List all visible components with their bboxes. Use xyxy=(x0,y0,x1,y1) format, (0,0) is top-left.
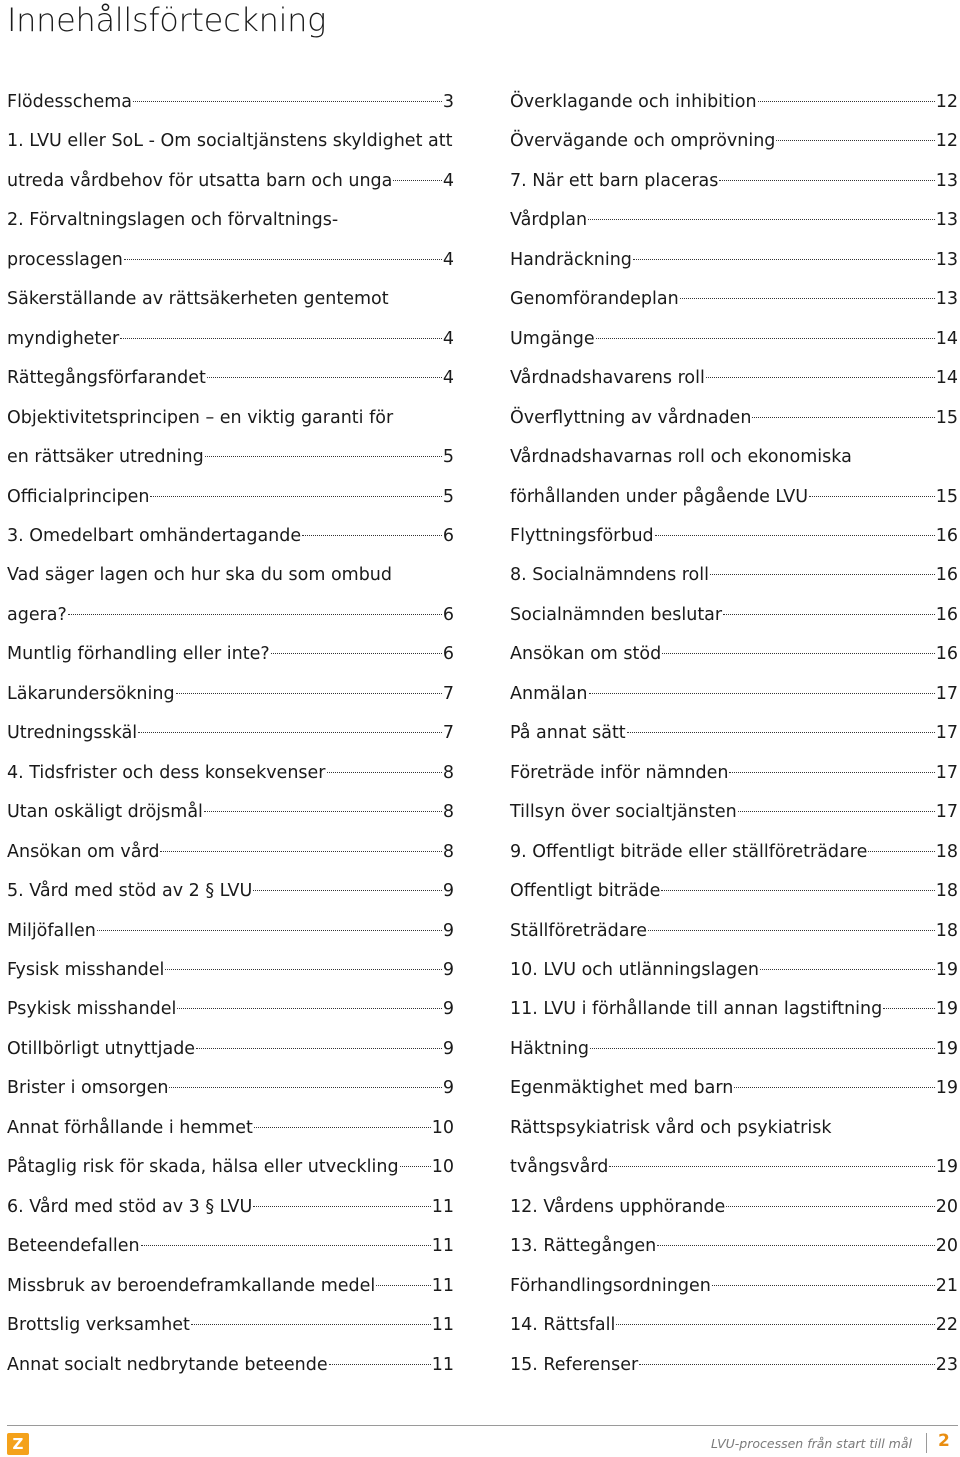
toc-entry xyxy=(7,359,454,398)
toc-entry-title: Officialprincipen xyxy=(7,486,150,507)
toc-entry xyxy=(510,1306,958,1345)
toc-entry-page: 13 xyxy=(935,170,958,191)
toc-entry-page: 16 xyxy=(935,644,958,665)
toc-entry-title: Umgänge xyxy=(510,328,595,349)
toc-entry-title: Brottslig verksamhet xyxy=(7,1315,190,1336)
toc-entry-page: 4 xyxy=(442,368,454,389)
toc-entry-title: Överklagande och inhibition xyxy=(510,92,757,112)
toc-entry xyxy=(7,912,454,951)
toc-entry-title: Ställföreträdare xyxy=(510,920,648,941)
toc-entry xyxy=(7,833,454,872)
toc-entry-page: 11 xyxy=(431,1236,454,1257)
toc-entry-page: 10 xyxy=(431,1157,454,1178)
toc-entry-title: Socialnämnden beslutar xyxy=(510,604,723,625)
toc-entry xyxy=(510,1069,958,1108)
toc-entry xyxy=(510,833,958,872)
toc-entry xyxy=(510,754,958,793)
toc-entry xyxy=(7,399,454,438)
toc-entry xyxy=(7,1267,454,1306)
toc-dot-leader xyxy=(253,1205,430,1207)
toc-entry xyxy=(510,1109,958,1148)
toc-dot-leader xyxy=(776,139,934,141)
toc-entry-title: Muntlig förhandling eller inte? xyxy=(7,644,270,665)
toc-dot-leader xyxy=(710,573,935,575)
toc-entry-title: utreda vårdbehov för utsatta barn och unga xyxy=(7,170,393,191)
toc-entry-page: 13 xyxy=(935,289,958,310)
toc-dot-leader xyxy=(133,100,442,102)
toc-entry-page: 12 xyxy=(935,92,958,112)
toc-entry-title: Rättspsykiatrisk vård och psykiatrisk xyxy=(510,1117,832,1138)
toc-entry-title: Annat förhållande i hemmet xyxy=(7,1117,253,1138)
toc-entry-page: 22 xyxy=(935,1315,958,1336)
toc-entry xyxy=(510,793,958,832)
toc-entry-title: 10. LVU och utlänningslagen xyxy=(510,959,759,980)
toc-entry-title: 5. Vård med stöd av 2 § LVU xyxy=(7,881,253,902)
toc-entry xyxy=(7,596,454,635)
toc-entry xyxy=(510,280,958,319)
toc-entry-title: 1. LVU eller SoL - Om socialtjänstens skyldighet att xyxy=(7,131,453,152)
toc-entry-page: 9 xyxy=(442,1078,454,1099)
toc-entry xyxy=(7,241,454,280)
toc-entry-page: 19 xyxy=(935,1078,958,1099)
toc-entry xyxy=(510,556,958,595)
toc-entry-page: 14 xyxy=(935,368,958,389)
toc-entry-page: 13 xyxy=(935,210,958,231)
toc-entry-page: 9 xyxy=(442,1038,454,1059)
toc-entry-title: tvångsvård xyxy=(510,1157,609,1178)
toc-entry-page: 21 xyxy=(935,1275,958,1296)
toc-dot-leader xyxy=(633,258,935,260)
toc-entry xyxy=(510,1030,958,1069)
toc-dot-leader xyxy=(609,1165,934,1167)
toc-dot-leader xyxy=(124,258,442,260)
toc-entry xyxy=(7,122,454,161)
toc-entry xyxy=(7,1030,454,1069)
toc-dot-leader xyxy=(726,1205,934,1207)
toc-entry-page: 19 xyxy=(935,1038,958,1059)
toc-entry xyxy=(7,990,454,1029)
toc-entry-title: Utan oskäligt dröjsmål xyxy=(7,802,203,823)
toc-entry-page: 9 xyxy=(442,920,454,941)
toc-dot-leader xyxy=(376,1284,430,1286)
toc-entry-page: 16 xyxy=(935,604,958,625)
toc-dot-leader xyxy=(662,652,935,654)
toc-entry-page: 11 xyxy=(431,1315,454,1336)
toc-entry xyxy=(510,596,958,635)
toc-entry-title: Vårdplan xyxy=(510,210,588,231)
toc-entry-page: 5 xyxy=(442,486,454,507)
toc-entry-page: 5 xyxy=(442,447,454,468)
toc-entry-page: 17 xyxy=(935,683,958,704)
footer-divider xyxy=(7,1425,958,1426)
toc-entry xyxy=(510,872,958,911)
toc-entry-page: 9 xyxy=(442,999,454,1020)
toc-entry-title: Rättegångsförfarandet xyxy=(7,368,206,389)
toc-dot-leader xyxy=(393,179,441,181)
toc-dot-leader xyxy=(760,968,935,970)
toc-dot-leader xyxy=(657,1244,934,1246)
footer-page-number: 2 xyxy=(938,1431,950,1451)
toc-entry xyxy=(510,517,958,556)
toc-entry-page: 11 xyxy=(431,1275,454,1296)
toc-entry-title: Genomförandeplan xyxy=(510,289,679,310)
toc-dot-leader xyxy=(329,1363,431,1365)
toc-dot-leader xyxy=(327,771,442,773)
toc-entry xyxy=(510,438,958,477)
toc-entry-page: 7 xyxy=(442,683,454,704)
toc-dot-leader xyxy=(302,534,442,536)
toc-entry xyxy=(7,83,454,122)
toc-dot-leader xyxy=(706,376,935,378)
toc-entry-title: Vårdnadshavarens roll xyxy=(510,368,705,389)
toc-entry-title: Annat socialt nedbrytande beteende xyxy=(7,1354,328,1375)
toc-entry-title: Miljöfallen xyxy=(7,920,96,941)
toc-dot-leader xyxy=(191,1323,431,1325)
toc-entry-title: Förhandlingsordningen xyxy=(510,1275,711,1296)
toc-entry xyxy=(7,438,454,477)
toc-entry xyxy=(510,1148,958,1187)
toc-dot-leader xyxy=(616,1323,934,1325)
toc-dot-leader xyxy=(655,534,935,536)
toc-dot-leader xyxy=(719,179,934,181)
toc-dot-leader xyxy=(204,810,442,812)
toc-entry-title: 15. Referenser xyxy=(510,1354,639,1375)
toc-dot-leader xyxy=(589,692,935,694)
toc-entry-title: Otillbörligt utnyttjade xyxy=(7,1038,196,1059)
toc-left-column xyxy=(7,83,454,1385)
toc-entry xyxy=(7,1069,454,1108)
toc-entry-page: 8 xyxy=(442,762,454,783)
toc-entry xyxy=(7,714,454,753)
toc-dot-leader xyxy=(627,731,935,733)
toc-entry-title: Utredningsskäl xyxy=(7,723,138,744)
toc-entry xyxy=(510,990,958,1029)
toc-right-column xyxy=(510,83,958,1385)
toc-entry xyxy=(7,754,454,793)
toc-entry-title: Ansökan om stöd xyxy=(510,644,662,665)
toc-entry-page: 19 xyxy=(935,959,958,980)
toc-dot-leader xyxy=(734,1086,934,1088)
toc-entry xyxy=(510,1346,958,1385)
toc-entry-title: Psykisk misshandel xyxy=(7,999,177,1020)
toc-entry-title: 9. Offentligt biträde eller ställföreträdare xyxy=(510,841,868,862)
toc-entry-page: 23 xyxy=(935,1354,958,1375)
toc-entry-title: 13. Rättegången xyxy=(510,1236,657,1257)
toc-entry-title: På annat sätt xyxy=(510,723,626,744)
toc-dot-leader xyxy=(729,771,934,773)
toc-entry xyxy=(7,675,454,714)
toc-entry-page: 12 xyxy=(935,131,958,152)
footer-document-title: LVU-processen från start till mål xyxy=(711,1436,912,1451)
toc-entry-page: 17 xyxy=(935,802,958,823)
toc-entry xyxy=(7,556,454,595)
toc-entry xyxy=(510,635,958,674)
toc-entry-title: 6. Vård med stöd av 3 § LVU xyxy=(7,1196,253,1217)
toc-entry xyxy=(7,201,454,240)
toc-entry-title: myndigheter xyxy=(7,328,120,349)
toc-entry xyxy=(510,951,958,990)
toc-entry-page: 10 xyxy=(431,1117,454,1138)
toc-entry xyxy=(510,122,958,161)
toc-dot-leader xyxy=(120,337,442,339)
toc-entry-page: 4 xyxy=(442,170,454,191)
toc-entry-page: 6 xyxy=(442,525,454,546)
toc-entry xyxy=(510,399,958,438)
toc-entry-page: 18 xyxy=(935,920,958,941)
toc-dot-leader xyxy=(596,337,935,339)
toc-entry xyxy=(510,359,958,398)
toc-entry xyxy=(510,201,958,240)
toc-entry xyxy=(510,675,958,714)
toc-dot-leader xyxy=(165,968,441,970)
toc-entry-title: Ansökan om vård xyxy=(7,841,160,862)
toc-entry-title: Företräde inför nämnden xyxy=(510,762,729,783)
toc-entry-title: agera? xyxy=(7,604,67,625)
toc-dot-leader xyxy=(723,613,935,615)
toc-entry-page: 6 xyxy=(442,644,454,665)
toc-entry-title: 12. Vårdens upphörande xyxy=(510,1196,726,1217)
toc-dot-leader xyxy=(253,889,442,891)
toc-entry xyxy=(7,1227,454,1266)
toc-entry-title: Egenmäktighet med barn xyxy=(510,1078,734,1099)
toc-entry-title: Missbruk av beroendeframkallande medel xyxy=(7,1275,376,1296)
toc-dot-leader xyxy=(138,731,442,733)
toc-dot-leader xyxy=(809,495,935,497)
toc-entry-page: 4 xyxy=(442,328,454,349)
toc-entry-page: 9 xyxy=(442,959,454,980)
toc-entry-title: Beteendefallen xyxy=(7,1236,140,1257)
toc-entry-title: Säkerställande av rättsäkerheten gentemot xyxy=(7,289,389,310)
toc-entry-title: Övervägande och omprövning xyxy=(510,131,776,152)
toc-entry xyxy=(7,517,454,556)
toc-entry-title: Läkarundersökning xyxy=(7,683,175,704)
toc-dot-leader xyxy=(400,1165,431,1167)
toc-entry xyxy=(7,872,454,911)
toc-entry-page: 19 xyxy=(935,999,958,1020)
toc-entry-title: Tillsyn över socialtjänsten xyxy=(510,802,737,823)
toc-entry xyxy=(7,793,454,832)
toc-entry-page: 18 xyxy=(935,841,958,862)
toc-entry xyxy=(510,162,958,201)
toc-entry-title: 3. Omedelbart omhändertagande xyxy=(7,525,302,546)
toc-entry-page: 13 xyxy=(935,249,958,270)
toc-entry xyxy=(7,635,454,674)
toc-entry-page: 16 xyxy=(935,565,958,586)
toc-entry-title: 4. Tidsfrister och dess konsekvenser xyxy=(7,762,326,783)
toc-entry-title: 8. Socialnämndens roll xyxy=(510,565,709,586)
toc-dot-leader xyxy=(177,1007,442,1009)
toc-entry xyxy=(510,478,958,517)
toc-entry xyxy=(510,714,958,753)
toc-entry-page: 7 xyxy=(442,723,454,744)
toc-entry xyxy=(7,1148,454,1187)
toc-entry-title: 11. LVU i förhållande till annan lagstiftning xyxy=(510,999,883,1020)
toc-entry-title: Flödesschema xyxy=(7,92,132,112)
toc-dot-leader xyxy=(68,613,442,615)
toc-dot-leader xyxy=(97,929,442,931)
toc-entry xyxy=(7,320,454,359)
toc-dot-leader xyxy=(680,297,935,299)
toc-entry xyxy=(7,162,454,201)
toc-entry-page: 20 xyxy=(935,1196,958,1217)
toc-entry xyxy=(7,1109,454,1148)
toc-dot-leader xyxy=(639,1363,935,1365)
toc-dot-leader xyxy=(150,495,441,497)
toc-dot-leader xyxy=(661,889,934,891)
toc-entry xyxy=(7,280,454,319)
toc-entry xyxy=(7,1188,454,1227)
toc-entry-title: Handräckning xyxy=(510,249,632,270)
toc-entry-title: Objektivitetsprincipen – en viktig garanti för xyxy=(7,407,394,428)
toc-entry xyxy=(7,1346,454,1385)
toc-dot-leader xyxy=(868,850,934,852)
footer-separator xyxy=(926,1433,927,1453)
toc-entry xyxy=(510,241,958,280)
toc-entry-page: 4 xyxy=(442,249,454,270)
toc-entry-page: 11 xyxy=(431,1196,454,1217)
toc-entry-title: Fysisk misshandel xyxy=(7,959,165,980)
toc-entry xyxy=(510,912,958,951)
toc-entry-page: 9 xyxy=(442,881,454,902)
toc-entry-title: Offentligt biträde xyxy=(510,881,661,902)
page-title: Innehållsförteckning xyxy=(7,1,327,39)
toc-entry-title: Vad säger lagen och hur ska du som ombud xyxy=(7,565,393,586)
toc-entry-page: 18 xyxy=(935,881,958,902)
toc-entry-page: 16 xyxy=(935,525,958,546)
toc-entry xyxy=(7,951,454,990)
toc-dot-leader xyxy=(712,1284,935,1286)
toc-dot-leader xyxy=(169,1086,441,1088)
toc-entry-title: Flyttningsförbud xyxy=(510,525,654,546)
toc-dot-leader xyxy=(254,1126,431,1128)
toc-dot-leader xyxy=(141,1244,431,1246)
toc-dot-leader xyxy=(271,652,442,654)
toc-dot-leader xyxy=(160,850,441,852)
toc-entry-title: Anmälan xyxy=(510,683,588,704)
toc-entry-page: 8 xyxy=(442,802,454,823)
toc-dot-leader xyxy=(588,218,935,220)
toc-entry-title: Häktning xyxy=(510,1038,590,1059)
toc-entry-title: Överflyttning av vårdnaden xyxy=(510,407,752,428)
toc-entry-title: Brister i omsorgen xyxy=(7,1078,169,1099)
toc-entry-title: 14. Rättsfall xyxy=(510,1315,616,1336)
toc-dot-leader xyxy=(738,810,935,812)
toc-dot-leader xyxy=(196,1047,442,1049)
brand-logo: Z xyxy=(7,1433,29,1455)
toc-entry xyxy=(7,478,454,517)
toc-entry-title: en rättsäker utredning xyxy=(7,447,204,468)
toc-entry-page: 17 xyxy=(935,723,958,744)
toc-entry-page: 3 xyxy=(442,92,454,112)
toc-entry-page: 14 xyxy=(935,328,958,349)
toc-entry xyxy=(510,1227,958,1266)
toc-dot-leader xyxy=(207,376,442,378)
toc-entry-title: Vårdnadshavarnas roll och ekonomiska xyxy=(510,447,852,468)
toc-entry-page: 20 xyxy=(935,1236,958,1257)
toc-entry-page: 17 xyxy=(935,762,958,783)
toc-entry xyxy=(510,83,958,122)
toc-entry-page: 15 xyxy=(935,407,958,428)
toc-dot-leader xyxy=(758,100,935,102)
toc-entry-page: 11 xyxy=(431,1354,454,1375)
toc-dot-leader xyxy=(752,416,934,418)
toc-entry-page: 15 xyxy=(935,486,958,507)
toc-dot-leader xyxy=(648,929,935,931)
toc-entry xyxy=(510,1188,958,1227)
toc-entry-title: processlagen xyxy=(7,249,123,270)
toc-entry-title: Påtaglig risk för skada, hälsa eller utveckling xyxy=(7,1157,399,1178)
toc-entry xyxy=(510,1267,958,1306)
toc-entry xyxy=(7,1306,454,1345)
toc-entry xyxy=(510,320,958,359)
toc-dot-leader xyxy=(176,692,442,694)
toc-entry-page: 8 xyxy=(442,841,454,862)
toc-entry-title: förhållanden under pågående LVU xyxy=(510,486,809,507)
toc-entry-title: 2. Förvaltningslagen och förvaltnings- xyxy=(7,210,339,231)
toc-entry-page: 19 xyxy=(935,1157,958,1178)
toc-entry-title: 7. När ett barn placeras xyxy=(510,170,719,191)
toc-dot-leader xyxy=(205,455,442,457)
toc-dot-leader xyxy=(590,1047,935,1049)
toc-dot-leader xyxy=(883,1007,934,1009)
toc-entry-page: 6 xyxy=(442,604,454,625)
